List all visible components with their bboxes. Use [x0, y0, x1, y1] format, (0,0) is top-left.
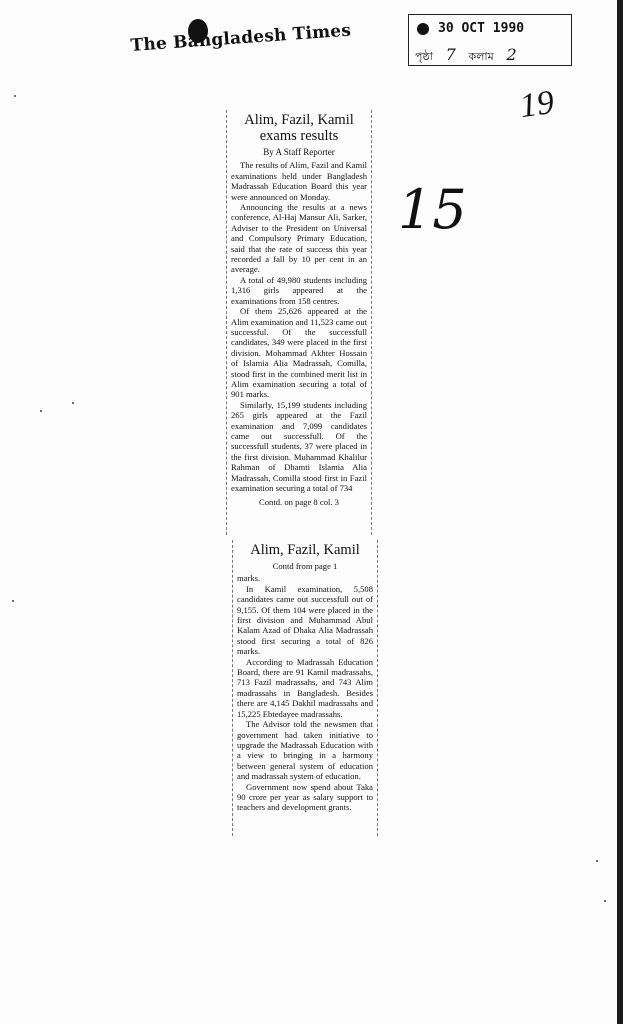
article-headline: Alim, Fazil, Kamil exams results: [244, 112, 354, 144]
article-paragraph: Of them 25,626 appeared at the Alim examination and 11,523 came out successful. Of the successfull candidates, 349 were placed in the first division. Mohammad Akhter Hossain of Islamia Alia Madrassah, Comilla, stood first in the combined merit list in Alim examination securing a total of 901 marks.: [231, 306, 367, 400]
scan-speck: [596, 860, 598, 862]
stamp-page-label: পৃষ্ঠা: [415, 51, 433, 63]
scan-speck: [12, 600, 14, 602]
continuation-paragraph: The Advisor told the newsmen that government had taken initiative to upgrade the Madrassah Education with a view to bringing in a harmony between general system of education and madrassah system of education.: [237, 719, 373, 782]
stamp-column-label: কলাম: [468, 51, 494, 63]
handwritten-corner-number: 19: [517, 83, 557, 126]
newspaper-masthead: The Bangladesh Times: [130, 20, 352, 56]
continuation-paragraph: According to Madrassah Education Board, there are 91 Kamil madrassahs, 713 Fazil madrassahs, and 743 Alim madrassahs in Bangladesh. Besides there are 4,145 Dakhil madrassahs and 15,225 Ebtedayee madrassahs.: [237, 656, 373, 719]
continuation-clipping: [232, 540, 378, 836]
scan-speck: [72, 402, 74, 404]
stamp-page-value: 7: [445, 45, 456, 64]
stamp-blot: [417, 23, 429, 35]
article-paragraph: A total of 49,980 students including 1,316 girls appeared at the examinations from 158 centres.: [231, 274, 367, 306]
article-paragraph: Announcing the results at a news conference, Al-Haj Mansur Ali, Sarker, Adviser to the President on Universal and Compulsory Primary Education, said that the rate of success this year recorded a fall by 10 per cent in an average.: [231, 202, 367, 275]
scan-edge: [617, 0, 623, 1024]
handwritten-number: 15: [398, 178, 467, 241]
date-stamp: [408, 14, 572, 66]
stamp-column-value: 2: [506, 45, 517, 64]
stamp-date: 30 OCT 1990: [438, 21, 525, 36]
scan-speck: [14, 95, 16, 97]
article-paragraph: The results of Alim, Fazil and Kamil examinations held under Bangladesh Madrassah Education Board this year were announced on Monday.: [231, 160, 367, 202]
scan-speck: [40, 410, 42, 412]
continuation-paragraph: In Kamil examination, 5,508 candidates came out successfull out of 9,155. Of them 104 were placed in the first division and Muhammad Abul Kalam Azad of Dhaka Alia Madrassah stood first securing a total of 826 marks.: [237, 583, 373, 657]
continuation-paragraph: Government now spend about Taka 90 crore per year as salary support to teachers and development grants.: [237, 781, 373, 813]
scan-speck: [604, 900, 606, 902]
continuation-lead: marks.: [237, 573, 261, 584]
article-paragraph: Similarly, 15,199 students including 265 girls appeared at the Fazil examination and 7,099 candidates came out successfull. Of the successfull students, 37 were placed in the first division. Muhammad Khalilur Rahman of Dhamti Islamia Alia Madrassah, Comilla stood first in Fazil examination securing a total of 734: [231, 399, 367, 493]
continuation-headline: Alim, Fazil, Kamil: [250, 542, 360, 558]
article-clipping: [226, 110, 372, 535]
continued-note: Contd. on page 8 col. 3: [259, 497, 339, 508]
contd-from-note: Contd from page 1: [272, 561, 338, 571]
article-byline: By A Staff Reporter: [263, 147, 335, 157]
